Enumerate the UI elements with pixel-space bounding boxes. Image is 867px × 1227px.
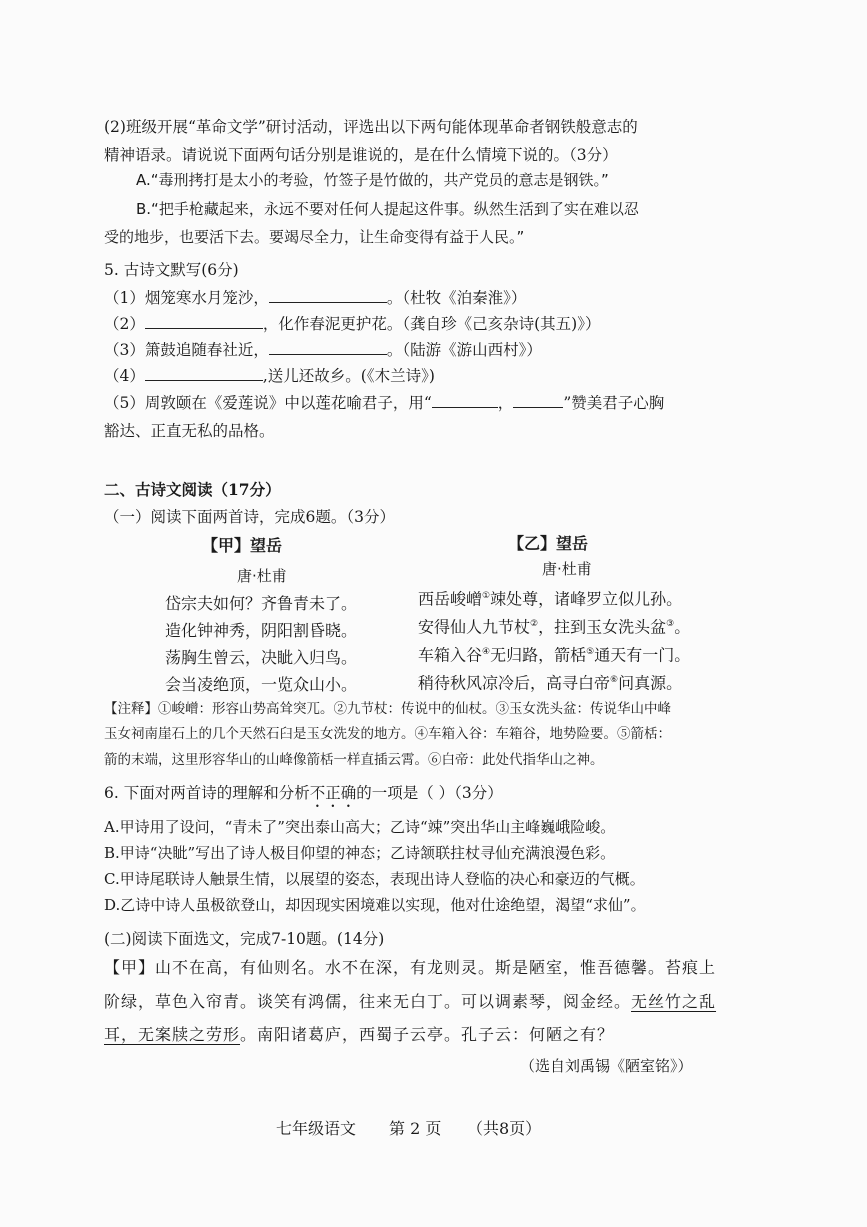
poem-a-line: 造化钟神秀，阴阳割昏晓。 (165, 621, 358, 640)
q4-2-line1: (2)班级开展“革命文学”研讨活动，评选出以下两句能体现革命者钢铁般意志的 (104, 118, 638, 136)
q6-option-d[interactable]: D.乙诗中诗人虽极欲登山，却因现实困境难以实现，他对仕途绝望，渴望“求仙”。 (104, 896, 646, 914)
passage-source: （选自刘禹锡《陋室铭》） (520, 1057, 693, 1075)
answer-blank[interactable] (269, 340, 387, 355)
q4-2-line2: 精神语录。请说说下面两句话分别是谁说的，是在什么情境下说的。（3分） (104, 146, 618, 164)
answer-blank[interactable] (513, 393, 563, 408)
q6-stem: 6. 下面对两首诗的理解和分析不正确的一项是（ ）（3分） (104, 784, 503, 802)
poem-a-line: 会当凌绝顶，一览众山小。 (165, 675, 358, 694)
emphasis-not-correct: 不正确 (309, 784, 357, 802)
answer-blank[interactable] (145, 366, 263, 381)
poem-b-author: 唐·杜甫 (542, 560, 592, 578)
q5-item-1: （1）烟笼寒水月笼沙， 。（杜牧《泊秦淮》） (104, 289, 527, 307)
q5-item-3: （3）箫鼓追随春社近， 。（陆游《游山西村》） (104, 341, 542, 359)
section-2-sub1: （一）阅读下面两首诗，完成6题。（3分） (104, 508, 395, 526)
poem-a-title: 【甲】望岳 (202, 536, 283, 555)
underlined-sentence: 无丝竹之乱 (631, 992, 717, 1011)
answer-blank[interactable] (269, 288, 387, 303)
poem-a-line: 岱宗夫如何？齐鲁青未了。 (165, 594, 358, 613)
note-line: 【注释】①峻嶒：形容山势高耸突兀。②九节杖：传说中的仙杖。③玉女洗头盆：传说华山中峰 (104, 701, 671, 717)
answer-blank[interactable] (145, 314, 263, 329)
poem-b-line: 西岳峻嶒①竦处尊，诸峰罗立似儿孙。 (418, 589, 683, 609)
poem-b-line: 稍待秋风凉冷后，高寻白帝⑥问真源。 (418, 673, 683, 693)
poem-a-line: 荡胸生曾云，决眦入归鸟。 (165, 648, 358, 667)
q5-item-2: （2） ，化作春泥更护花。（龚自珍《己亥杂诗(其五)》） (104, 315, 601, 333)
poem-b-title: 【乙】望岳 (508, 534, 589, 553)
poem-b-line: 安得仙人九节杖②，拄到玉女洗头盆③。 (418, 617, 691, 637)
note-line: 玉女祠南崖石上的几个天然石臼是玉女洗发的地方。④车箱入谷：车箱谷，地势险要。⑤箭栝： (104, 726, 671, 742)
underlined-sentence: 耳，无案牍之劳形 (104, 1025, 241, 1044)
footer-page: 第 2 页 (389, 1119, 442, 1138)
note-line: 箭的末端，这里形容华山的山峰像箭栝一样直插云霄。⑥白帝：此处代指华山之神。 (104, 752, 604, 768)
section-2-title: 二、古诗文阅读（17分） (104, 480, 281, 499)
q4-2-option-a: A.“毒刑拷打是太小的考验，竹签子是竹做的，共产党员的意志是钢铁。” (136, 171, 609, 189)
q6-option-c[interactable]: C.甲诗尾联诗人触景生情，以展望的姿态，表现出诗人登临的决心和豪迈的气概。 (104, 870, 645, 888)
q5-item-5: （5）周敦颐在《爱莲说》中以莲花喻君子，用“ ， ”赞美君子心胸 (104, 394, 665, 412)
q4-2-option-b-line2: 受的地步，也要活下去。要竭尽全力，让生命变得有益于人民。” (104, 228, 525, 246)
q5-item-4: （4） ,送儿还故乡。(《木兰诗》) (104, 367, 435, 385)
q5-item-5-cont: 豁达、正直无私的品格。 (104, 422, 275, 440)
passage-line: 耳，无案牍之劳形。南阳诸葛庐，西蜀子云亭。孔子云：何陋之有？ (104, 1025, 615, 1044)
poem-b-line: 车箱入谷④无归路，箭栝⑤通天有一门。 (418, 645, 691, 665)
section-2-sub2: (二)阅读下面选文，完成7-10题。(14分) (104, 930, 385, 948)
poem-a-author: 唐·杜甫 (237, 567, 287, 585)
footer-subject: 七年级语文 (276, 1119, 357, 1138)
answer-blank[interactable] (432, 393, 498, 408)
q6-option-a[interactable]: A.甲诗用了设问，“青未了”突出泰山高大；乙诗“竦”突出华山主峰巍峨险峻。 (104, 818, 616, 836)
q5-title: 5. 古诗文默写(6分) (104, 261, 239, 279)
passage-line: 阶绿，草色入帘青。谈笑有鸿儒，往来无白丁。可以调素琴，阅金经。无丝竹之乱 (104, 992, 717, 1011)
q4-2-option-b-line1: B.“把手枪藏起来，永远不要对任何人提起这件事。纵然生活到了实在难以忍 (136, 200, 639, 218)
passage-line: 【甲】山不在高，有仙则名。水不在深，有龙则灵。斯是陋室，惟吾德馨。苔痕上 (104, 958, 717, 977)
q6-option-b[interactable]: B.甲诗“决眦”写出了诗人极目仰望的神态；乙诗颔联拄杖寻仙充满浪漫色彩。 (104, 844, 616, 862)
footer-total: （共8页） (467, 1119, 542, 1138)
